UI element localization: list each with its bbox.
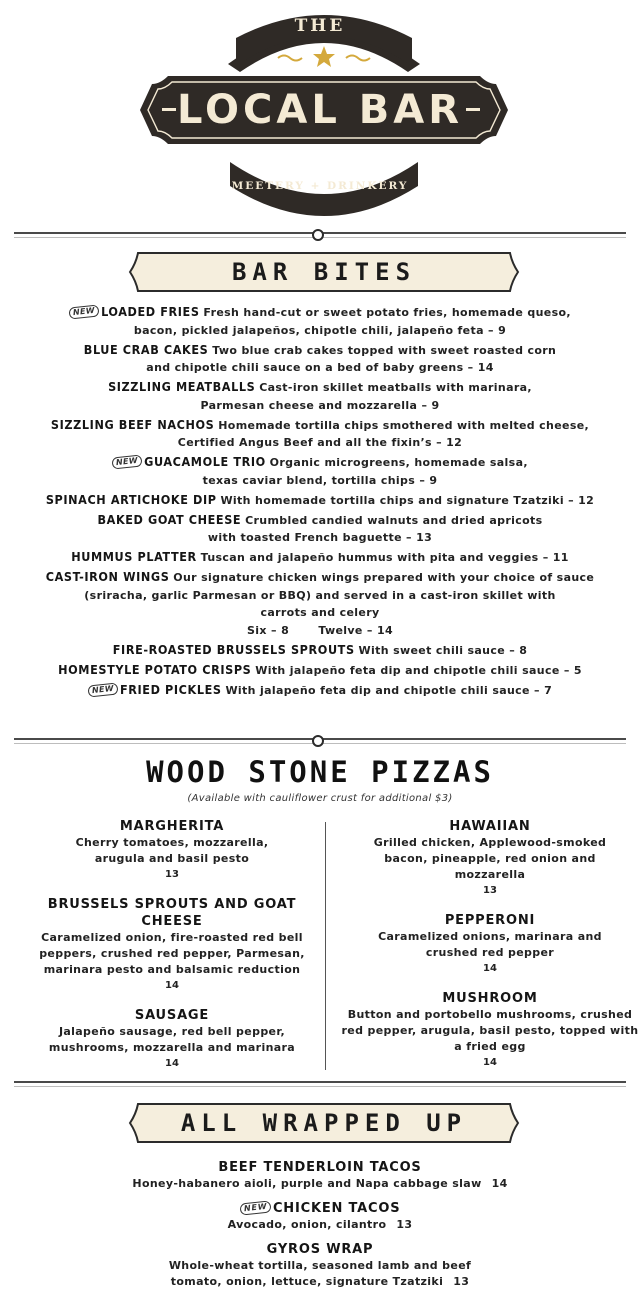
wrap-item — [40, 1241, 600, 1290]
item-description: Certified Angus Beef and all the fixin’s – 12 — [177, 436, 463, 449]
item-description: with toasted French baguette – 13 — [207, 531, 433, 544]
menu-item — [20, 416, 620, 452]
item-name: BLUE CRAB CAKES — [83, 341, 209, 357]
item-price-options: Six – 8 Twelve – 14 — [247, 623, 393, 637]
menu-item — [20, 378, 620, 414]
divider-dot-icon — [312, 229, 324, 241]
menu-item — [20, 453, 620, 489]
new-badge: NEW — [239, 1200, 271, 1215]
wrap-item — [40, 1159, 600, 1192]
menu-item — [20, 681, 620, 700]
item-description: Avocado, onion, cilantro — [227, 1218, 387, 1231]
item-name: FIRE-ROASTED BRUSSELS SPROUTS — [112, 641, 355, 657]
item-description: Parmesan cheese and mozzarella – 9 — [200, 398, 440, 412]
item-name: MARGHERITA — [119, 819, 225, 834]
item-description: Two blue crab cakes topped with sweet roasted corn — [212, 343, 557, 357]
logo-the: THE — [294, 16, 346, 36]
item-name: HAWAIIAN — [449, 819, 531, 834]
item-description: texas caviar blend, tortilla chips – 9 — [202, 473, 438, 487]
pizza-column-left — [22, 818, 322, 1085]
menu-item — [20, 641, 620, 660]
item-description: Caramelized onions, marinara and crushed red pepper — [378, 930, 602, 959]
new-badge: NEW — [69, 304, 100, 319]
item-name: MUSHROOM — [442, 991, 538, 1006]
item-name: HUMMUS PLATTER — [71, 549, 197, 564]
item-description: Crumbled candied walnuts and dried apricots — [245, 513, 543, 527]
item-description: and chipotle chili sauce on a bed of baby greens – 14 — [146, 361, 494, 374]
divider-dot-icon — [312, 735, 324, 747]
item-description: With sweet chili sauce – 8 — [358, 643, 528, 657]
new-badge: NEW — [112, 454, 143, 469]
item-description: Cherry tomatoes, mozzarella, arugula and basil pesto — [75, 836, 269, 865]
divider — [14, 229, 626, 241]
item-description: Homemade tortilla chips smothered with melted cheese, — [218, 418, 590, 432]
item-description: Grilled chicken, Applewood-smoked bacon, pineapple, red onion and mozzarella — [373, 836, 607, 881]
item-description: Honey-habanero aioli, purple and Napa cabbage slaw — [132, 1177, 482, 1190]
pizza-item — [22, 818, 322, 883]
item-name: SIZZLING BEEF NACHOS — [50, 416, 215, 432]
menu-item — [20, 511, 620, 547]
item-description: Caramelized onion, fire-roasted red bell peppers, crushed red pepper, Parmesan, marinara pesto and balsamic reduction — [39, 931, 305, 976]
item-description: With jalapeño feta dip and chipotle chili sauce – 7 — [225, 683, 553, 697]
item-description: carrots and celery — [260, 606, 380, 619]
item-name: SAUSAGE — [134, 1008, 210, 1023]
item-name: BRUSSELS SPROUTS AND GOAT CHEESE — [47, 897, 297, 929]
item-description: Organic microgreens, homemade salsa, — [269, 456, 528, 469]
section-note: (Available with cauliflower crust for additional $3) — [187, 793, 453, 804]
section-banner-wraps — [128, 1102, 520, 1144]
item-description: Button and portobello mushrooms, crushed red pepper, arugula, basil pesto, topped with a fried egg — [341, 1008, 639, 1053]
logo-tagline: MEETERY + DRINKERY — [231, 180, 409, 192]
item-price: 14 — [165, 980, 179, 991]
item-description: Our signature chicken wings prepared with your choice of sauce — [173, 571, 595, 584]
pizza-column-right — [340, 818, 640, 1084]
item-name: SIZZLING MEATBALLS — [108, 379, 256, 394]
item-name: FRIED PICKLES — [119, 681, 222, 697]
item-name: GYROS WRAP — [266, 1242, 374, 1257]
menu-item — [20, 491, 620, 510]
item-name: SPINACH ARTICHOKE DIP — [45, 491, 217, 507]
item-name: PEPPERONI — [444, 913, 536, 928]
item-price: 14 — [165, 1058, 179, 1069]
item-price: 14 — [483, 963, 497, 974]
item-name: CAST-IRON WINGS — [45, 569, 170, 584]
item-description: With jalapeño feta dip and chipotle chili sauce – 5 — [255, 663, 582, 677]
section-banner-bar-bites — [128, 251, 520, 293]
star-icon — [313, 46, 335, 67]
menu-item — [20, 341, 620, 377]
divider — [14, 735, 626, 747]
logo — [0, 0, 640, 225]
new-badge: NEW — [87, 682, 118, 697]
pizza-item — [22, 1007, 322, 1072]
item-description: (sriracha, garlic Parmesan or BBQ) and served in a cast-iron skillet with — [84, 588, 556, 602]
section-title: WOOD STONE PIZZAS — [146, 755, 494, 789]
item-price: 13 — [165, 869, 179, 880]
menu-item — [20, 661, 620, 680]
bar-bites-list — [20, 303, 620, 701]
item-description: Tuscan and jalapeño hummus with pita and veggies – 11 — [200, 551, 569, 564]
pizza-item — [340, 912, 640, 977]
item-description: bacon, pickled jalapeños, chipotle chili, jalapeño feta – 9 — [133, 323, 507, 337]
item-price: 13 — [483, 885, 497, 896]
item-price: 14 — [491, 1177, 508, 1190]
wraps-list — [40, 1159, 600, 1298]
menu-item — [20, 568, 620, 639]
item-description: Whole-wheat tortilla, seasoned lamb and beef tomato, onion, lettuce, signature Tzatziki — [168, 1259, 472, 1288]
menu-item — [20, 303, 620, 339]
menu-item — [20, 548, 620, 567]
item-name: GUACAMOLE TRIO — [144, 454, 266, 469]
item-name: LOADED FRIES — [101, 304, 200, 319]
section-title: ALL WRAPPED UP — [180, 1109, 468, 1137]
item-description: Jalapeño sausage, red bell pepper, mushrooms, mozzarella and marinara — [48, 1025, 296, 1054]
item-price: 13 — [453, 1275, 470, 1288]
item-price: 13 — [396, 1218, 413, 1231]
section-title: BAR BITES — [231, 258, 417, 286]
pizza-item — [22, 896, 322, 994]
item-price: 14 — [483, 1057, 497, 1068]
item-name: CHICKEN TACOS — [272, 1201, 401, 1216]
pizza-item — [340, 990, 640, 1071]
column-divider — [325, 822, 326, 1070]
item-description: With homemade tortilla chips and signature Tzatziki – 12 — [220, 493, 595, 507]
divider — [14, 1078, 626, 1090]
item-name: BAKED GOAT CHEESE — [97, 511, 242, 527]
item-description: Cast-iron skillet meatballs with marinara, — [259, 381, 532, 394]
logo-name: LOCAL BAR — [176, 87, 464, 133]
pizza-item — [340, 818, 640, 899]
item-name: HOMESTYLE POTATO CRISPS — [58, 661, 252, 677]
item-name: BEEF TENDERLOIN TACOS — [218, 1160, 422, 1175]
item-description: Fresh hand-cut or sweet potato fries, homemade queso, — [203, 306, 571, 319]
wrap-item — [40, 1200, 600, 1233]
